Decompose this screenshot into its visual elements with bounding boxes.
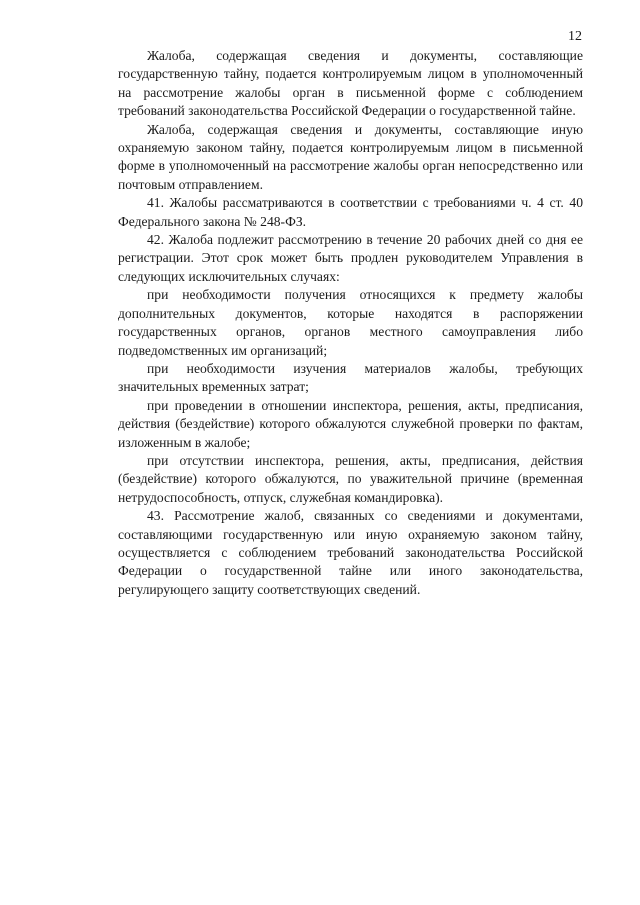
- paragraph-42: 42. Жалоба подлежит рассмотрению в течение 20 рабочих дней со дня ее регистрации. Этот срок может быть продлен руководителем Управления в следующих исключительных случаях:: [118, 232, 583, 284]
- page-number: 12: [568, 29, 582, 44]
- paragraph-42-case-inspection: при проведении в отношении инспектора, решения, акты, предписания, действия (бездействие) которого обжалуются служебной проверки по фактам, изложенным в жалобе;: [118, 397, 583, 450]
- paragraph-41: 41. Жалобы рассматриваются в соответствии с требованиями ч. 4 ст. 40 Федерального закона № 248-ФЗ.: [118, 195, 583, 229]
- paragraph-42-case-absence: при отсутствии инспектора, решения, акты, предписания, действия (бездействие) которого обжалуются, по уважительной причине (временная нетрудоспособность, отпуск, служебная командировка).: [118, 452, 583, 505]
- paragraph-42-case-materials: при необходимости изучения материалов жалобы, требующих значительных временных затрат;: [118, 360, 583, 395]
- paragraph-43: 43. Рассмотрение жалоб, связанных со сведениями и документами, составляющими государственную или иную охраняемую законом тайну, осуществляется с соблюдением требований законодательства Российской Федерации о государственной тайне или иного законодательства, регулирующего защиту соответствующих сведений.: [118, 508, 583, 597]
- paragraph-other-secret-complaint: Жалоба, содержащая сведения и документы, составляющие иную охраняемую законом тайну, подается контролируемым лицом в письменной форме в уполномоченный на рассмотрение жалобы орган непосредственно или почтовым отправлением.: [118, 121, 583, 192]
- paragraph-42-case-documents: при необходимости получения относящихся к предмету жалобы дополнительных документов, которые находятся в распоряжении государственных органов, органов местного самоуправления либо подведомственных им организаций;: [118, 287, 583, 358]
- document-body: [118, 47, 583, 599]
- paragraph-state-secret-complaint: Жалоба, содержащая сведения и документы, составляющие государственную тайну, подается контролируемым лицом в уполномоченный на рассмотрение жалобы орган в письменной форме с соблюдением требований законодательства Российской Федерации о государственной тайне.: [118, 48, 583, 119]
